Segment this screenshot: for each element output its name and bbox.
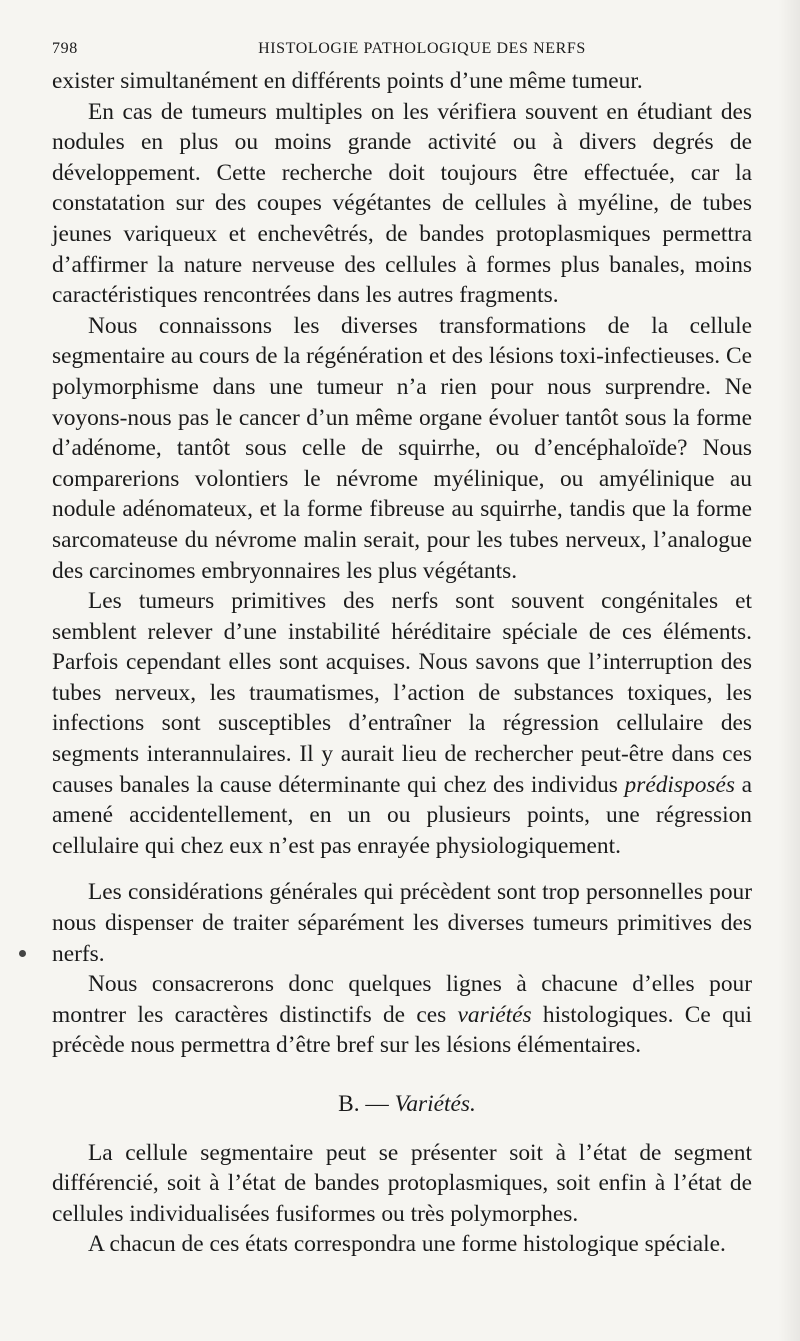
- section-label: B. —: [338, 1091, 389, 1117]
- paragraph-polymorphism: Nous connaissons les diverses transformations de la cellule segmentaire au cours de la régénération et des lésions toxi-infectieuses. Ce polymorphisme dans une tumeur n’a rien pour nous surprendre. Ne voyons-nous pas le cancer d’un même organe évoluer tantôt sous la forme d’adénome, tantôt sous celle de squirrhe, ou d’encéphaloïde? Nous comparerions volontiers le névrome myélinique, ou amyélinique au nodule adénomateux, et la forme fibreuse au squirrhe, tandis que la forme sarcomateuse du névrome malin serait, pour les tubes nerveux, l’analogue des carcinomes embryonnaires les plus végétants.: [52, 312, 752, 584]
- body-text: [52, 66, 752, 1260]
- text-segment: Les tumeurs primitives des nerfs sont souvent congénitales et semblent relever d’une instabilité héréditaire spéciale de ces éléments. Parfois cependant elles sont acquises. Nous savons que l’interruption des tubes nerveux, les traumatismes, l’action de substances toxiques, les infections sont susceptibles d’entraîner la régression cellulaire des segments interannulaires. Il y aurait lieu de rechercher peut-être dans ces causes banales la cause déterminante qui chez des individus: [52, 588, 752, 798]
- section-heading: [52, 1089, 752, 1120]
- text-segment: Nous consacrerons donc quelques lignes à chacune d’elles pour montrer les caractères distinctifs de ces: [52, 971, 752, 1028]
- paragraph-considerations: Les considérations générales qui précèdent sont trop personnelles pour nous dispenser de traiter séparément les diverses tumeurs primitives des nerfs.: [52, 879, 752, 967]
- italic-term: variétés: [457, 1001, 532, 1028]
- paragraph-lines: [52, 969, 752, 1061]
- paragraph-histologic-form: A chacun de ces états correspondra une forme histologique spéciale.: [88, 1231, 726, 1258]
- text-segment: histologiques. Ce qui précède nous permettra d’être bref sur les lésions élémentaires.: [52, 1001, 752, 1059]
- page-number: 798: [52, 40, 78, 57]
- running-title: HISTOLOGIE PATHOLOGIQUE DES NERFS: [258, 40, 586, 57]
- section-title: Variétés.: [394, 1091, 476, 1117]
- paragraph-continuation: exister simultanément en différents points d’une même tumeur.: [52, 68, 643, 94]
- running-head: [52, 40, 752, 66]
- text-segment: a amené accidentellement, en un ou plusieurs points, une régression cellulaire qui chez eux n’est pas enrayée physiologiquement.: [52, 771, 752, 859]
- paragraph-multiple-tumors: En cas de tumeurs multiples on les vérifiera souvent en étudiant des nodules en plus ou moins grande activité ou à divers degrés de développement. Cette recherche doit toujours être effectuée, car la constatation sur des coupes végétantes de cellules à myéline, de tubes jeunes variqueux et enchevêtrés, de bandes protoplasmiques permettra d’affirmer la nature nerveuse des cellules à formes plus banales, moins caractéristiques rencontrées dans les autres fragments.: [52, 98, 752, 309]
- page-edge-shadow: [778, 0, 800, 1341]
- margin-dot-mark: [19, 950, 26, 957]
- paragraph-primitive-tumors: [52, 586, 752, 861]
- paragraph-segmental-cell: La cellule segmentaire peut se présenter soit à l’état de segment différencié, soit à l’état de bandes protoplasmiques, soit enfin à l’état de cellules individualisées fusiformes ou très polymorphes.: [52, 1139, 752, 1227]
- italic-term: prédisposés: [624, 771, 735, 798]
